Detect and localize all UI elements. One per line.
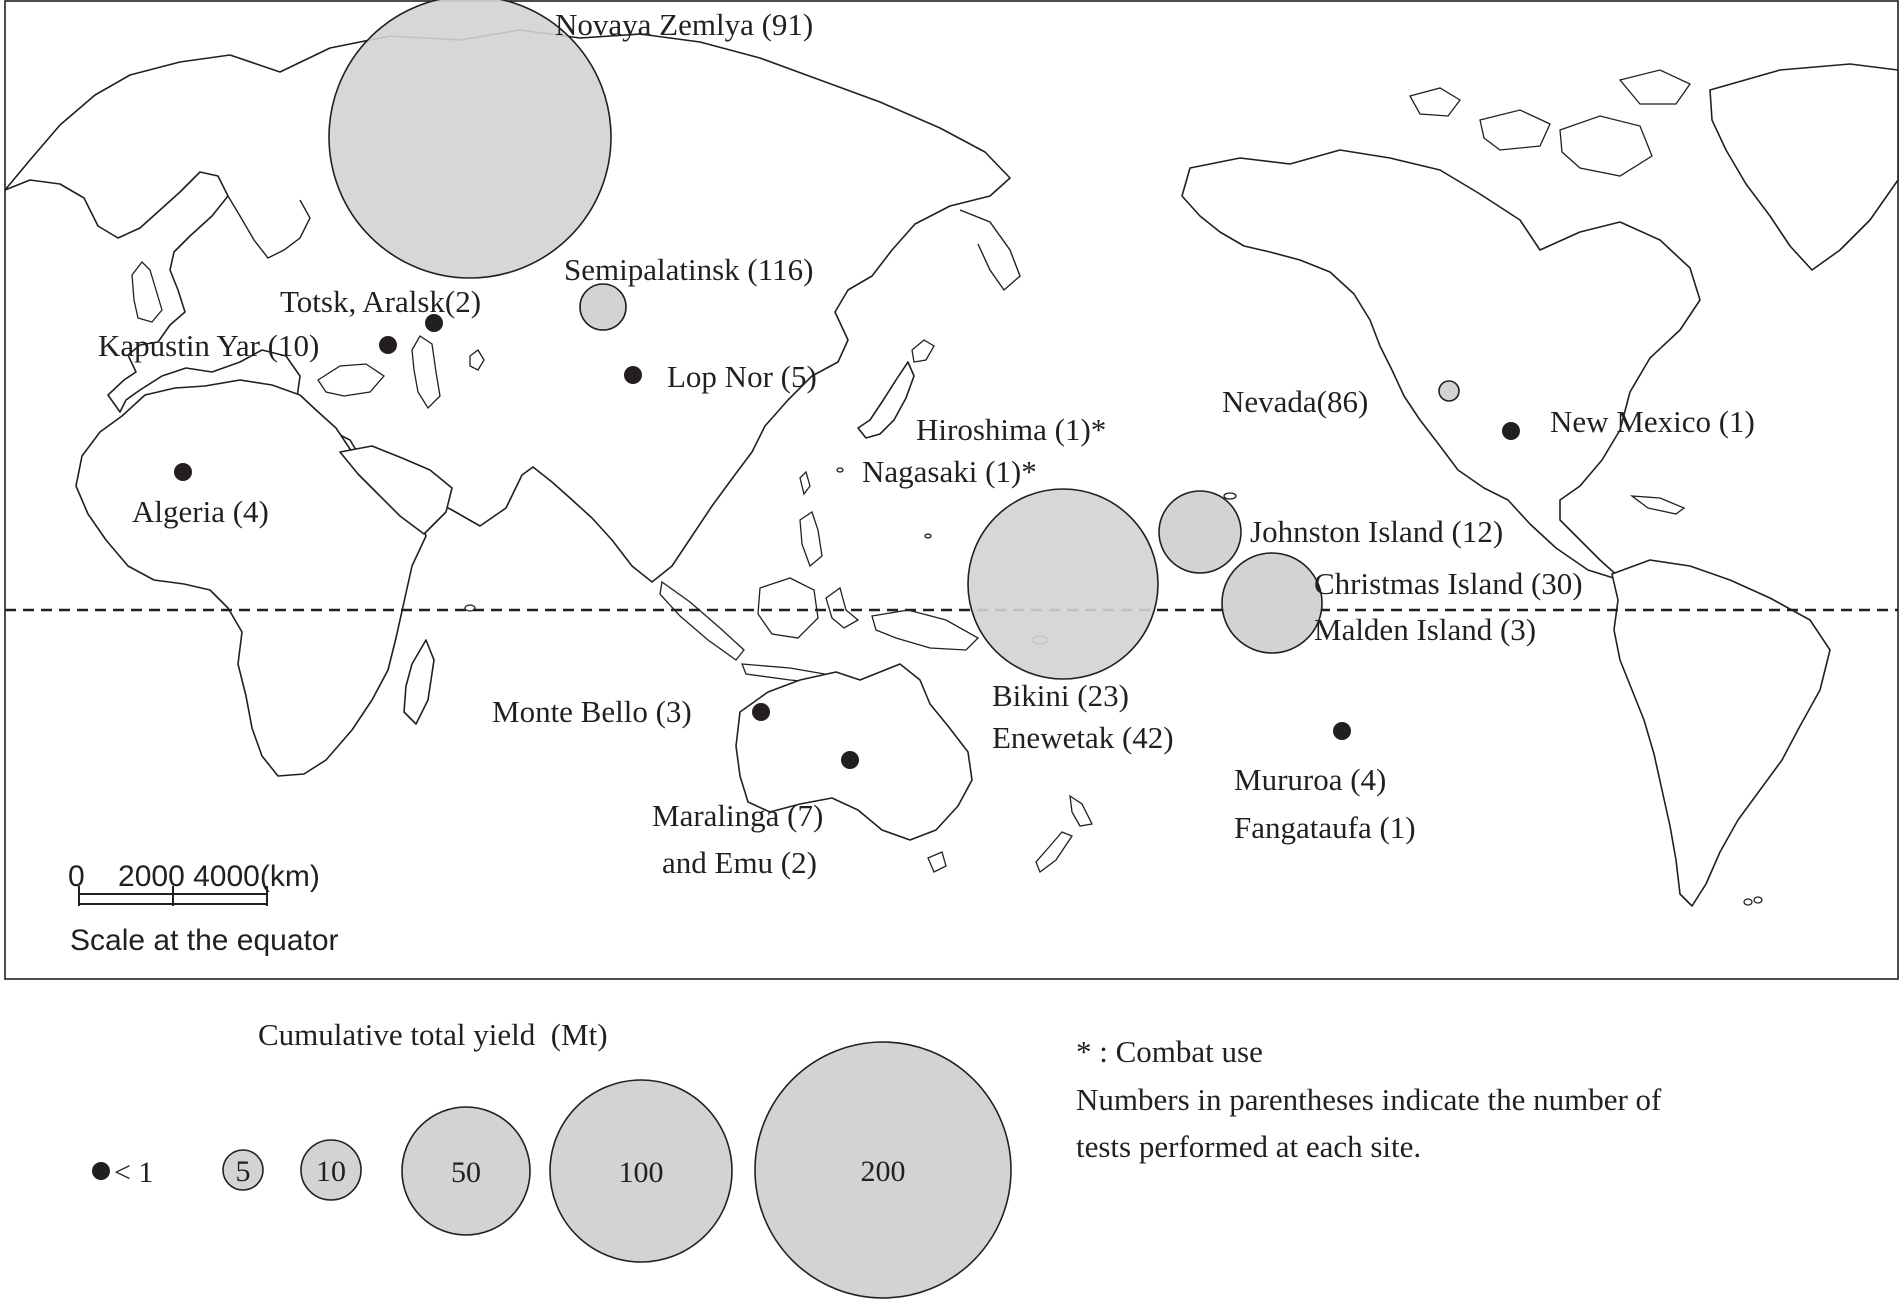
site-label-johnston-island: Johnston Island (12) bbox=[1250, 514, 1504, 549]
johnston-island-bubble[interactable] bbox=[1159, 491, 1241, 573]
japan-outline bbox=[858, 362, 914, 438]
christmas-island-bubble[interactable] bbox=[1222, 553, 1322, 653]
greenland-outline bbox=[1710, 64, 1898, 270]
bikini-enewetak-bubble[interactable] bbox=[968, 489, 1158, 679]
site-label-nevada: Nevada(86) bbox=[1222, 384, 1369, 419]
kapustin-yar-dot[interactable] bbox=[379, 336, 397, 354]
island bbox=[1754, 897, 1762, 903]
arctic-island-4 bbox=[1620, 70, 1690, 104]
site-label-malden-island: Malden Island (3) bbox=[1314, 612, 1537, 647]
site-label-christmas-island: Christmas Island (30) bbox=[1314, 566, 1583, 601]
island bbox=[925, 534, 931, 538]
site-label-algeria: Algeria (4) bbox=[132, 494, 269, 529]
site-label-kapustin-yar: Kapustin Yar (10) bbox=[98, 328, 320, 363]
note-line-2: tests performed at each site. bbox=[1076, 1129, 1422, 1164]
sumatra-outline bbox=[660, 582, 744, 660]
nevada-bubble[interactable] bbox=[1439, 381, 1459, 401]
monte-bello-dot[interactable] bbox=[752, 703, 770, 721]
legend-label-5: 5 bbox=[235, 1155, 251, 1188]
site-label-hiroshima: Hiroshima (1)* bbox=[916, 412, 1107, 447]
cuba-outline bbox=[1632, 496, 1684, 514]
new-mexico-dot[interactable] bbox=[1502, 422, 1520, 440]
island bbox=[837, 468, 843, 472]
notes bbox=[1076, 1034, 1662, 1164]
site-label-bikini: Bikini (23) bbox=[992, 678, 1129, 713]
algeria-dot[interactable] bbox=[174, 463, 192, 481]
legend-label-50: 50 bbox=[451, 1156, 481, 1189]
island bbox=[1224, 493, 1236, 499]
lop-nor-dot[interactable] bbox=[624, 366, 642, 384]
site-label-lop-nor: Lop Nor (5) bbox=[667, 359, 817, 394]
legend-title: Cumulative total yield (Mt) bbox=[258, 1017, 608, 1052]
madagascar-outline bbox=[404, 640, 434, 724]
note-line-1: Numbers in parentheses indicate the number of bbox=[1076, 1082, 1662, 1117]
scale-label: 0 2000 4000(km) bbox=[68, 860, 320, 893]
site-label-maralinga: Maralinga (7) bbox=[652, 798, 824, 833]
legend-label-10: 10 bbox=[316, 1155, 346, 1188]
island bbox=[1744, 899, 1752, 905]
site-label-fangataufa: Fangataufa (1) bbox=[1234, 810, 1416, 845]
site-label-new-mexico: New Mexico (1) bbox=[1550, 404, 1755, 439]
kamchatka-outline bbox=[960, 210, 1020, 290]
scale-caption: Scale at the equator bbox=[70, 924, 339, 957]
hokkaido-outline bbox=[912, 340, 934, 362]
sulawesi-outline bbox=[826, 588, 858, 628]
site-label-enewetak: Enewetak (42) bbox=[992, 720, 1174, 755]
site-label-semipalatinsk: Semipalatinsk (116) bbox=[564, 252, 814, 287]
mururoa-dot[interactable] bbox=[1333, 722, 1351, 740]
legend-label-100: 100 bbox=[618, 1156, 664, 1189]
south-america-outline bbox=[1612, 560, 1830, 906]
britain-outline bbox=[132, 262, 162, 322]
legend-dot-marker bbox=[92, 1162, 110, 1180]
arctic-island-2 bbox=[1560, 116, 1652, 176]
legend-label-lt1: < 1 bbox=[114, 1156, 154, 1189]
site-label-monte-bello: Monte Bello (3) bbox=[492, 694, 692, 729]
site-label-nagasaki: Nagasaki (1)* bbox=[862, 454, 1037, 489]
scale-bar bbox=[68, 860, 339, 957]
site-label-emu: and Emu (2) bbox=[662, 845, 817, 880]
legend-label-200: 200 bbox=[860, 1155, 906, 1188]
new-zealand-south-outline bbox=[1036, 832, 1072, 872]
site-label-totsk-aralsk: Totsk, Aralsk(2) bbox=[280, 284, 482, 319]
yield-legend bbox=[92, 1017, 1011, 1298]
philippines-outline bbox=[800, 512, 822, 566]
new-zealand-outline bbox=[1070, 796, 1092, 826]
site-label-mururoa: Mururoa (4) bbox=[1234, 762, 1387, 797]
note-combat-use: * : Combat use bbox=[1076, 1034, 1263, 1069]
arctic-island-3 bbox=[1410, 88, 1460, 116]
semipalatinsk-bubble[interactable] bbox=[580, 284, 626, 330]
taiwan-outline bbox=[800, 472, 810, 494]
site-label-novaya-zemlya: Novaya Zemlya (91) bbox=[555, 7, 814, 42]
new-guinea-outline bbox=[872, 610, 978, 650]
arctic-island-1 bbox=[1480, 110, 1550, 150]
tasmania-outline bbox=[928, 852, 946, 872]
borneo-outline bbox=[758, 578, 818, 638]
maralinga-dot[interactable] bbox=[841, 751, 859, 769]
